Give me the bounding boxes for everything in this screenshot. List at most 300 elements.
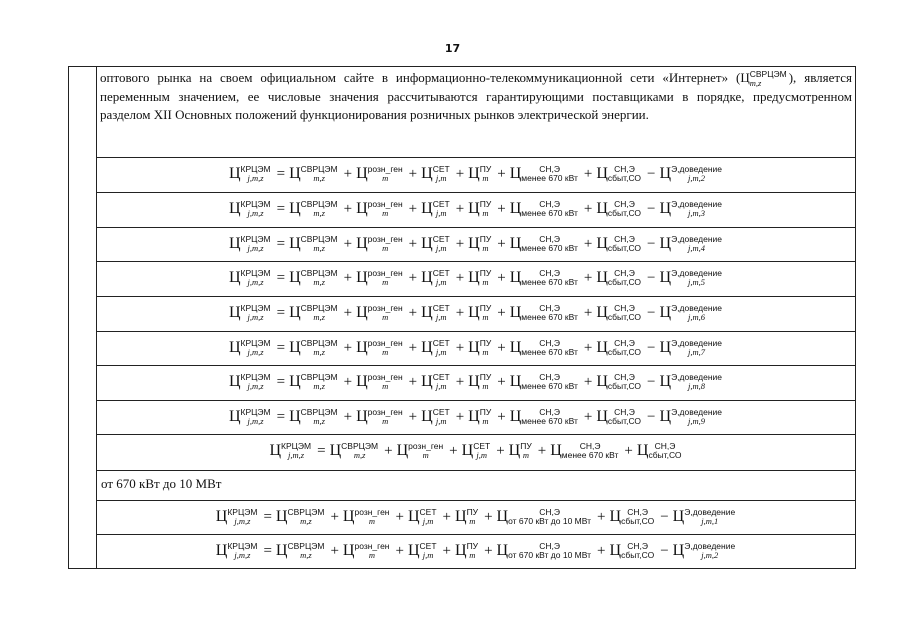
- term-sales-markup-symbol: Ц: [596, 408, 608, 425]
- plus-sign: +: [497, 339, 506, 356]
- term-sales-markup-superscript: СН,Э: [614, 407, 635, 417]
- plus-sign: +: [583, 200, 593, 217]
- lhs-term-symbol: Ц: [228, 165, 241, 182]
- term-adjustment-indices: [671, 408, 722, 426]
- term-supplier-markup-superscript: СН,Э: [539, 268, 560, 278]
- plus-sign: +: [408, 165, 418, 182]
- term-supplier-markup-superscript: СН,Э: [539, 541, 560, 551]
- term-wholesale-price-symbol: Ц: [329, 442, 342, 459]
- term-sales-markup-indices: [621, 508, 654, 526]
- plus-sign: +: [497, 304, 506, 321]
- term-adjustment-indices: [671, 304, 722, 322]
- minus-sign: −: [647, 165, 656, 182]
- section-label: от 670 кВт до 10 МВт: [101, 476, 222, 491]
- formula-row: [97, 365, 856, 400]
- term-wholesale-price-indices: [301, 339, 338, 357]
- term-supplier-markup-symbol: Ц: [509, 235, 522, 252]
- term-sales-markup-subscript: сбыт,СО: [621, 550, 655, 560]
- equals-sign: =: [276, 165, 286, 182]
- term-sales-markup-subscript: сбыт,СО: [607, 243, 642, 253]
- term-adjustment-superscript: Э,доведение: [671, 303, 723, 313]
- term-wholesale-price-subscript: m,z: [313, 347, 325, 357]
- term-retail-generation-symbol: Ц: [356, 235, 368, 252]
- term-infrastructure-indices: [467, 542, 479, 560]
- term-wholesale-price-subscript: m,z: [353, 450, 366, 460]
- term-network-subscript: j,m: [435, 312, 447, 322]
- term-infrastructure-indices: [480, 408, 492, 426]
- lhs-term-subscript: j,m,z: [234, 516, 251, 526]
- term-network-symbol: Ц: [421, 269, 433, 286]
- term-infrastructure-subscript: m: [522, 450, 530, 460]
- plus-sign: +: [455, 373, 465, 390]
- equals-sign: =: [276, 235, 286, 252]
- term-retail-generation-subscript: m: [382, 347, 389, 357]
- term-infrastructure-superscript: ПУ: [479, 338, 492, 348]
- term-sales-markup-superscript: СН,Э: [654, 441, 676, 451]
- term-network-superscript: СЕТ: [432, 199, 450, 209]
- term-wholesale-price-symbol: Ц: [275, 542, 288, 559]
- lhs-term-indices: [241, 269, 271, 287]
- formula: [97, 297, 856, 322]
- term-sales-markup-superscript: СН,Э: [614, 164, 635, 174]
- term-retail-generation-subscript: m: [382, 208, 389, 218]
- term-network-indices: [433, 373, 450, 391]
- plus-sign: +: [537, 442, 547, 459]
- term-sales-markup-subscript: сбыт,СО: [607, 277, 642, 287]
- term-sales-markup-subscript: сбыт,СО: [607, 208, 642, 218]
- term-adjustment-subscript: j,m,3: [688, 208, 706, 218]
- intro-paragraph: [100, 69, 852, 123]
- plus-sign: +: [583, 339, 593, 356]
- term-infrastructure-superscript: ПУ: [520, 441, 532, 451]
- term-sales-markup-superscript: СН,Э: [614, 234, 635, 244]
- term-sales-markup-symbol: Ц: [596, 304, 608, 321]
- term-adjustment-superscript: Э,доведение: [671, 372, 723, 382]
- term-retail-generation-superscript: розн_ген: [354, 507, 390, 517]
- plus-sign: +: [497, 269, 506, 286]
- term-infrastructure-subscript: m: [482, 277, 489, 287]
- term-adjustment-subscript: j,m,2: [688, 173, 706, 183]
- term-wholesale-price-superscript: СВРЦЭМ: [300, 303, 338, 313]
- lhs-term-indices: [241, 200, 271, 218]
- term-network-symbol: Ц: [421, 235, 433, 252]
- term-network-symbol: Ц: [421, 339, 433, 356]
- term-supplier-markup-symbol: Ц: [509, 408, 522, 425]
- term-sales-markup-symbol: Ц: [609, 542, 622, 559]
- lhs-term-superscript: КРЦЭМ: [240, 407, 271, 417]
- formula-row: [97, 157, 856, 192]
- term-sales-markup-symbol: Ц: [596, 235, 608, 252]
- term-infrastructure-subscript: m: [482, 347, 489, 357]
- term-infrastructure-symbol: Ц: [468, 165, 480, 182]
- lhs-term-superscript: КРЦЭМ: [240, 199, 271, 209]
- plus-sign: +: [583, 408, 593, 425]
- term-adjustment-indices: [671, 165, 722, 183]
- term-infrastructure-superscript: ПУ: [479, 164, 492, 174]
- term-adjustment-superscript: Э,доведение: [684, 507, 736, 517]
- term-retail-generation-subscript: m: [368, 550, 376, 560]
- minus-sign: −: [660, 508, 669, 525]
- term-supplier-markup-superscript: СН,Э: [539, 303, 560, 313]
- term-network-superscript: СЕТ: [419, 541, 437, 551]
- lhs-term-superscript: КРЦЭМ: [227, 541, 258, 551]
- term-wholesale-price-symbol: Ц: [289, 339, 301, 356]
- term-supplier-markup-subscript: менее 670 кВт: [561, 450, 619, 460]
- term-sales-markup-symbol: Ц: [636, 442, 649, 459]
- term-network-symbol: Ц: [461, 442, 474, 459]
- lhs-term-symbol: Ц: [269, 442, 282, 459]
- plus-sign: +: [408, 373, 418, 390]
- plus-sign: +: [597, 542, 606, 559]
- term-sales-markup-indices: [608, 304, 641, 322]
- term-infrastructure-symbol: Ц: [455, 542, 467, 559]
- term-network-subscript: j,m: [435, 208, 447, 218]
- term-supplier-markup-superscript: СН,Э: [539, 338, 560, 348]
- term-sales-markup-symbol: Ц: [596, 165, 608, 182]
- term-network-symbol: Ц: [421, 304, 433, 321]
- lhs-term-symbol: Ц: [228, 235, 241, 252]
- term-supplier-markup-subscript: менее 670 кВт: [521, 173, 578, 183]
- term-sales-markup-indices: [648, 442, 681, 460]
- plus-sign: +: [583, 165, 593, 182]
- term-network-superscript: СЕТ: [432, 303, 450, 313]
- term-infrastructure-indices: [480, 165, 492, 183]
- term-infrastructure-superscript: ПУ: [479, 407, 492, 417]
- term-retail-generation-symbol: Ц: [356, 408, 368, 425]
- plus-sign: +: [395, 542, 404, 559]
- term-adjustment-indices: [671, 373, 722, 391]
- plus-sign: +: [455, 200, 465, 217]
- term-network-superscript: СЕТ: [419, 507, 437, 517]
- equals-sign: =: [276, 304, 286, 321]
- term-network-indices: [433, 304, 450, 322]
- term-retail-generation-superscript: розн_ген: [367, 372, 403, 382]
- term-network-subscript: j,m: [435, 381, 447, 391]
- term-network-symbol: Ц: [407, 542, 420, 559]
- term-network-superscript: СЕТ: [473, 441, 491, 451]
- term-infrastructure-symbol: Ц: [468, 408, 480, 425]
- term-wholesale-price-indices: [341, 442, 378, 460]
- term-wholesale-price-symbol: Ц: [289, 304, 301, 321]
- lhs-term-subscript: j,m,z: [247, 208, 264, 218]
- term-network-subscript: j,m: [476, 450, 488, 460]
- term-retail-generation-superscript: розн_ген: [367, 407, 403, 417]
- plus-sign: +: [497, 165, 506, 182]
- plus-sign: +: [583, 235, 593, 252]
- term-wholesale-price-indices: [287, 542, 324, 560]
- term-supplier-markup-symbol: Ц: [496, 542, 509, 559]
- term-wholesale-price-indices: [301, 304, 338, 322]
- term-supplier-markup-symbol: Ц: [509, 200, 522, 217]
- term-adjustment-symbol: Ц: [672, 542, 685, 559]
- formula: [97, 501, 856, 526]
- term-infrastructure-symbol: Ц: [508, 442, 521, 459]
- lhs-term-symbol: Ц: [228, 269, 241, 286]
- term-wholesale-price-subscript: m,z: [313, 416, 325, 426]
- term-wholesale-price-symbol: Ц: [289, 200, 301, 217]
- term-infrastructure-superscript: ПУ: [466, 507, 479, 517]
- plus-sign: +: [455, 165, 465, 182]
- term-wholesale-price-superscript: СВРЦЭМ: [287, 541, 325, 551]
- plus-sign: +: [330, 508, 339, 525]
- term-supplier-markup-subscript: менее 670 кВт: [521, 277, 578, 287]
- term-adjustment-subscript: j,m,6: [688, 312, 706, 322]
- term-infrastructure-indices: [480, 339, 492, 357]
- term-wholesale-price-superscript: СВРЦЭМ: [300, 234, 338, 244]
- term-retail-generation-subscript: m: [382, 312, 389, 322]
- term-network-superscript: СЕТ: [432, 164, 450, 174]
- plus-sign: +: [408, 200, 418, 217]
- term-supplier-markup-superscript: СН,Э: [539, 507, 560, 517]
- term-network-superscript: СЕТ: [432, 338, 450, 348]
- formula-row: [97, 296, 856, 331]
- plus-sign: +: [408, 269, 418, 286]
- term-infrastructure-superscript: ПУ: [479, 372, 492, 382]
- term-adjustment-superscript: Э,доведение: [671, 164, 723, 174]
- term-sales-markup-superscript: СН,Э: [627, 541, 648, 551]
- lhs-term-symbol: Ц: [228, 339, 241, 356]
- plus-sign: +: [624, 442, 633, 459]
- term-wholesale-price-indices: [301, 373, 338, 391]
- term-infrastructure-indices: [480, 200, 492, 218]
- term-retail-generation-indices: [368, 339, 403, 357]
- plus-sign: +: [408, 408, 418, 425]
- lhs-term-indices: [227, 542, 257, 560]
- lhs-term-symbol: Ц: [228, 304, 241, 321]
- lhs-term-superscript: КРЦЭМ: [240, 234, 271, 244]
- term-infrastructure-symbol: Ц: [468, 339, 480, 356]
- term-infrastructure-subscript: m: [482, 416, 489, 426]
- formula: [97, 158, 856, 183]
- plus-sign: +: [395, 508, 404, 525]
- term-retail-generation-indices: [368, 373, 403, 391]
- term-sales-markup-symbol: Ц: [596, 339, 608, 356]
- lhs-term-subscript: j,m,z: [247, 347, 264, 357]
- term-sales-markup-subscript: сбыт,СО: [621, 516, 655, 526]
- formula: [97, 401, 856, 426]
- term-wholesale-price-superscript: СВРЦЭМ: [300, 268, 338, 278]
- term-wholesale-price-symbol: Ц: [289, 269, 301, 286]
- term-infrastructure-subscript: m: [469, 550, 476, 560]
- formula-row: [97, 434, 856, 470]
- term-supplier-markup-indices: [521, 165, 578, 183]
- term-network-superscript: СЕТ: [432, 407, 450, 417]
- term-infrastructure-subscript: m: [482, 243, 489, 253]
- term-network-indices: [420, 542, 437, 560]
- term-supplier-markup-symbol: Ц: [509, 339, 522, 356]
- lhs-term-indices: [241, 165, 271, 183]
- term-network-superscript: СЕТ: [432, 268, 450, 278]
- plus-sign: +: [343, 200, 353, 217]
- plus-sign: +: [497, 235, 506, 252]
- formula-row: [97, 534, 856, 568]
- term-infrastructure-symbol: Ц: [468, 235, 480, 252]
- term-wholesale-price-subscript: m,z: [313, 208, 325, 218]
- term-network-symbol: Ц: [421, 200, 433, 217]
- term-network-indices: [433, 200, 450, 218]
- term-adjustment-subscript: j,m,5: [688, 277, 706, 287]
- term-adjustment-subscript: j,m,9: [688, 416, 706, 426]
- formula: [97, 332, 856, 357]
- term-network-indices: [473, 442, 490, 460]
- term-adjustment-indices: [671, 200, 722, 218]
- term-wholesale-price-subscript: m,z: [313, 277, 325, 287]
- term-retail-generation-indices: [368, 269, 403, 287]
- term-supplier-markup-symbol: Ц: [496, 508, 509, 525]
- term-supplier-markup-indices: [521, 373, 578, 391]
- term-adjustment-symbol: Ц: [659, 373, 672, 390]
- term-retail-generation-superscript: розн_ген: [408, 441, 444, 451]
- term-supplier-markup-indices: [521, 304, 578, 322]
- plus-sign: +: [484, 542, 493, 559]
- term-network-indices: [420, 508, 437, 526]
- term-wholesale-price-superscript: СВРЦЭМ: [300, 372, 338, 382]
- term-sales-markup-indices: [608, 408, 641, 426]
- term-network-indices: [433, 339, 450, 357]
- term-wholesale-price-subscript: m,z: [313, 243, 325, 253]
- term-network-symbol: Ц: [407, 508, 420, 525]
- term-retail-generation-indices: [354, 542, 389, 560]
- term-supplier-markup-symbol: Ц: [509, 165, 522, 182]
- equals-sign: =: [276, 408, 286, 425]
- formula: [97, 535, 856, 560]
- formula-row: [97, 400, 856, 434]
- term-supplier-markup-indices: [521, 339, 578, 357]
- term-adjustment-superscript: Э,доведение: [671, 338, 723, 348]
- term-network-superscript: СЕТ: [432, 234, 450, 244]
- term-network-subscript: j,m: [435, 277, 447, 287]
- plus-sign: +: [343, 165, 353, 182]
- plus-sign: +: [597, 508, 606, 525]
- lhs-term-subscript: j,m,z: [247, 243, 264, 253]
- term-sales-markup-indices: [608, 373, 641, 391]
- term-infrastructure-superscript: ПУ: [479, 234, 492, 244]
- term-network-subscript: j,m: [422, 516, 434, 526]
- term-supplier-markup-subscript: от 670 кВт до 10 МВт: [508, 516, 592, 526]
- plus-sign: +: [497, 408, 506, 425]
- term-retail-generation-symbol: Ц: [356, 269, 368, 286]
- term-retail-generation-indices: [408, 442, 443, 460]
- page-number: 17: [444, 42, 461, 55]
- plus-sign: +: [408, 235, 418, 252]
- term-wholesale-price-symbol: Ц: [275, 508, 288, 525]
- plus-sign: +: [330, 542, 339, 559]
- term-supplier-markup-subscript: менее 670 кВт: [521, 416, 578, 426]
- minus-sign: −: [647, 235, 656, 252]
- term-infrastructure-symbol: Ц: [468, 373, 480, 390]
- term-network-symbol: Ц: [421, 165, 433, 182]
- plus-sign: +: [583, 304, 593, 321]
- term-network-indices: [433, 235, 450, 253]
- term-network-indices: [433, 269, 450, 287]
- term-network-symbol: Ц: [421, 373, 433, 390]
- term-retail-generation-indices: [354, 508, 389, 526]
- term-adjustment-superscript: Э,доведение: [671, 268, 723, 278]
- term-wholesale-price-symbol: Ц: [289, 373, 301, 390]
- term-sales-markup-subscript: сбыт,СО: [607, 312, 642, 322]
- term-supplier-markup-indices: [508, 508, 591, 526]
- plus-sign: +: [455, 269, 465, 286]
- term-network-subscript: j,m: [435, 347, 447, 357]
- term-wholesale-price-superscript: СВРЦЭМ: [300, 338, 338, 348]
- term-retail-generation-symbol: Ц: [356, 304, 368, 321]
- term-adjustment-subscript: j,m,1: [701, 516, 719, 526]
- term-infrastructure-indices: [480, 235, 492, 253]
- formula: [97, 262, 856, 287]
- term-retail-generation-symbol: Ц: [356, 373, 368, 390]
- term-infrastructure-indices: [480, 269, 492, 287]
- lhs-term-superscript: КРЦЭМ: [281, 441, 312, 451]
- term-retail-generation-indices: [368, 408, 403, 426]
- term-network-symbol: Ц: [421, 408, 433, 425]
- formula: [97, 435, 856, 460]
- term-supplier-markup-subscript: от 670 кВт до 10 МВт: [508, 550, 592, 560]
- term-infrastructure-symbol: Ц: [468, 200, 480, 217]
- lhs-term-subscript: j,m,z: [288, 450, 305, 460]
- lhs-term-superscript: КРЦЭМ: [240, 268, 271, 278]
- lhs-term-subscript: j,m,z: [247, 277, 264, 287]
- term-infrastructure-symbol: Ц: [468, 304, 480, 321]
- term-retail-generation-subscript: m: [382, 381, 389, 391]
- lhs-term-symbol: Ц: [215, 542, 228, 559]
- plus-sign: +: [583, 269, 593, 286]
- term-retail-generation-indices: [368, 235, 403, 253]
- term-wholesale-price-indices: [301, 269, 338, 287]
- term-supplier-markup-subscript: менее 670 кВт: [521, 347, 578, 357]
- minus-sign: −: [647, 373, 656, 390]
- term-infrastructure-symbol: Ц: [468, 269, 480, 286]
- intro-inline-symbol: СВРЦЭМ m,z: [749, 69, 787, 89]
- equals-sign: =: [276, 339, 286, 356]
- lhs-term-subscript: j,m,z: [247, 173, 264, 183]
- term-wholesale-price-indices: [301, 408, 338, 426]
- term-retail-generation-superscript: розн_ген: [367, 199, 403, 209]
- equals-sign: =: [276, 269, 286, 286]
- term-retail-generation-superscript: розн_ген: [354, 541, 390, 551]
- term-network-indices: [433, 408, 450, 426]
- term-retail-generation-superscript: розн_ген: [367, 338, 403, 348]
- formula: [97, 366, 856, 391]
- term-wholesale-price-superscript: СВРЦЭМ: [287, 507, 325, 517]
- plus-sign: +: [408, 339, 418, 356]
- term-wholesale-price-symbol: Ц: [289, 235, 301, 252]
- term-adjustment-symbol: Ц: [672, 508, 685, 525]
- lhs-term-symbol: Ц: [215, 508, 228, 525]
- term-network-subscript: j,m: [435, 243, 447, 253]
- formula-row: [97, 192, 856, 227]
- equals-sign: =: [276, 373, 286, 390]
- term-adjustment-indices: [671, 269, 722, 287]
- term-infrastructure-indices: [480, 373, 492, 391]
- term-adjustment-symbol: Ц: [659, 235, 672, 252]
- term-network-subscript: j,m: [422, 550, 434, 560]
- lhs-term-symbol: Ц: [228, 200, 241, 217]
- section-row: [97, 470, 856, 500]
- plus-sign: +: [455, 339, 465, 356]
- term-sales-markup-subscript: сбыт,СО: [607, 381, 642, 391]
- term-supplier-markup-indices: [562, 442, 619, 460]
- lhs-term-superscript: КРЦЭМ: [240, 303, 271, 313]
- term-network-indices: [433, 165, 450, 183]
- lhs-term-subscript: j,m,z: [234, 550, 251, 560]
- lhs-term-indices: [241, 408, 271, 426]
- term-wholesale-price-indices: [301, 200, 338, 218]
- term-supplier-markup-indices: [521, 408, 578, 426]
- term-infrastructure-subscript: m: [482, 208, 489, 218]
- term-wholesale-price-superscript: СВРЦЭМ: [300, 164, 338, 174]
- term-retail-generation-subscript: m: [368, 516, 376, 526]
- term-infrastructure-superscript: ПУ: [479, 199, 492, 209]
